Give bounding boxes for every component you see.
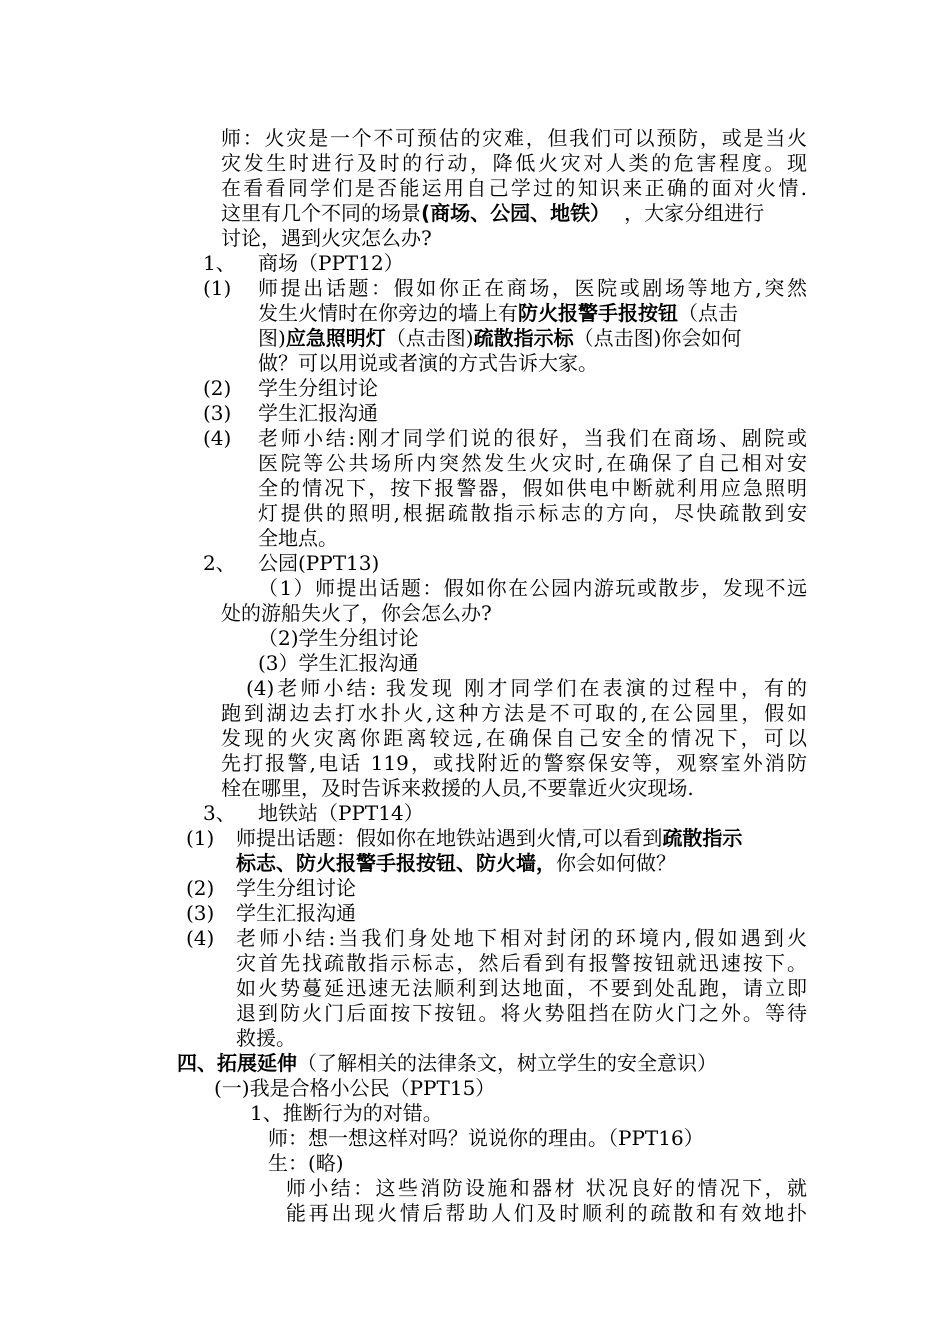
paragraph-line: 做？可以用说或者演的方式告诉大家。 (258, 351, 598, 375)
paragraph-line: 先打报警,电话 119，或找附近的警察保安等，观察室外消防 (221, 751, 807, 775)
text-run: 你会如何做？ (556, 851, 676, 875)
paragraph-line: 学生分组讨论 (236, 876, 356, 900)
paragraph-line: 在看看同学们是否能运用自己学过的知识来正确的面对火情. (221, 176, 807, 200)
paragraph-line (221, 201, 764, 226)
paragraph-line: 跑到湖边去打水扑火,这种方法是不可取的,在公园里，假如 (221, 701, 807, 725)
text-run: （了解相关的法律条文，树立学生的安全意识） (297, 1051, 717, 1075)
paragraph-line (236, 851, 676, 876)
text-run: （点击图)你会如何 (573, 326, 742, 350)
bold-text: 疏散指示 (662, 826, 743, 850)
paragraph-line: 1、推断行为的对错。 (250, 1101, 443, 1125)
paragraph-line: 学生分组讨论 (258, 376, 378, 400)
bold-text: 标志、防火报警手报按钮、防火墙， (236, 851, 556, 875)
paragraph-line: 全地点。 (258, 526, 338, 550)
paragraph-line (258, 301, 738, 326)
item-number: (2) (186, 876, 215, 900)
text-run: （点击图) (385, 326, 474, 350)
section-number: 2、 (203, 551, 236, 575)
paragraph-line (236, 826, 742, 851)
text-run: 图) (258, 326, 286, 350)
text-run: 这里有几个不同的场景 (221, 201, 421, 225)
paragraph-line (258, 326, 741, 351)
paragraph-line: (3）学生汇报沟通 (258, 651, 419, 675)
bold-text: 防火报警手报按钮 (518, 301, 678, 325)
paragraph-line: 老师小结:当我们身处地下相对封闭的环境内,假如遇到火 (236, 926, 807, 950)
paragraph-line: 师提出话题：假如你正在商场，医院或剧场等地方,突然 (258, 276, 807, 300)
section-heading (177, 1051, 717, 1076)
paragraph-line: 灾首先找疏散指示标志，然后看到有报警按钮就迅速按下。 (236, 951, 807, 975)
section-number: 3、 (203, 801, 236, 825)
section-title: 地铁站（PPT14） (258, 801, 424, 825)
paragraph-line: 学生汇报沟通 (236, 901, 356, 925)
item-number: (2) (203, 376, 232, 400)
paragraph-line: 能再出现火情后帮助人们及时顺利的疏散和有效地扑 (286, 1201, 807, 1225)
item-number: (4) (186, 926, 215, 950)
paragraph-line: 栓在哪里，及时告诉来救援的人员,不要靠近火灾现场. (221, 776, 694, 800)
paragraph-line: 学生汇报沟通 (258, 401, 378, 425)
paragraph-line: 师：想一想这样对吗？说说你的理由。（PPT16） (268, 1126, 704, 1150)
paragraph-line: (4)老师小结: 我发现 刚才同学们在表演的过程中，有的 (246, 676, 807, 700)
subsection-title: (一)我是合格小公民（PPT15） (214, 1076, 496, 1100)
paragraph-line: 发现的火灾离你距离较远,在确保自己安全的情况下，可以 (221, 726, 807, 750)
paragraph-line: 救援。 (236, 1026, 296, 1050)
paragraph-line: 灾发生时进行及时的行动，降低火灾对人类的危害程度。现 (221, 151, 807, 175)
item-number: (4) (203, 426, 232, 450)
paragraph-line: 生：(略) (268, 1151, 344, 1175)
paragraph-line: 处的游船失火了，你会怎么办? (221, 601, 492, 625)
paragraph-line: 师：火灾是一个不可预估的灾难，但我们可以预防，或是当火 (221, 126, 807, 150)
paragraph-line: 如火势蔓延迅速无法顺利到达地面，不要到处乱跑，请立即 (236, 976, 807, 1000)
text-run: 师提出话题：假如你在地铁站遇到火情,可以看到 (236, 826, 663, 850)
text-run: 发生火情时在你旁边的墙上有 (258, 301, 518, 325)
bold-text: 四、拓展延伸 (177, 1051, 297, 1075)
section-title: 公园(PPT13) (258, 551, 380, 575)
section-title: 商场（PPT12） (258, 251, 404, 275)
text-run: （点击 (678, 301, 738, 325)
section-number: 1、 (203, 251, 236, 275)
item-number: (1) (203, 276, 232, 300)
paragraph-line: 医院等公共场所内突然发生火灾时,在确保了自己相对安 (258, 451, 807, 475)
bold-text: 应急照明灯 (285, 326, 386, 350)
paragraph-line: 全的情况下，按下报警器，假如供电中断就利用应急照明 (258, 476, 807, 500)
bold-text: 疏散指示标 (473, 326, 574, 350)
bold-text: (商场、公园、地铁） (421, 201, 611, 225)
paragraph-line: 灯提供的照明,根据疏散指示标志的方向，尽快疏散到安 (258, 501, 807, 525)
item-number: (3) (186, 901, 215, 925)
paragraph-line: 讨论，遇到火灾怎么办? (221, 226, 432, 250)
paragraph-line: 退到防火门后面按下按钮。将火势阻挡在防火门之外。等待 (236, 1001, 807, 1025)
paragraph-line: （1）师提出话题：假如你在公园内游玩或散步，发现不远 (258, 576, 807, 600)
paragraph-line: 老师小结:刚才同学们说的很好，当我们在商场、剧院或 (258, 426, 807, 450)
item-number: (3) (203, 401, 232, 425)
text-run: ，大家分组进行 (624, 201, 765, 225)
paragraph-line: （2)学生分组讨论 (258, 626, 419, 650)
paragraph-line: 师小结：这些消防设施和器材 状况良好的情况下，就 (286, 1176, 807, 1200)
item-number: (1) (186, 826, 215, 850)
